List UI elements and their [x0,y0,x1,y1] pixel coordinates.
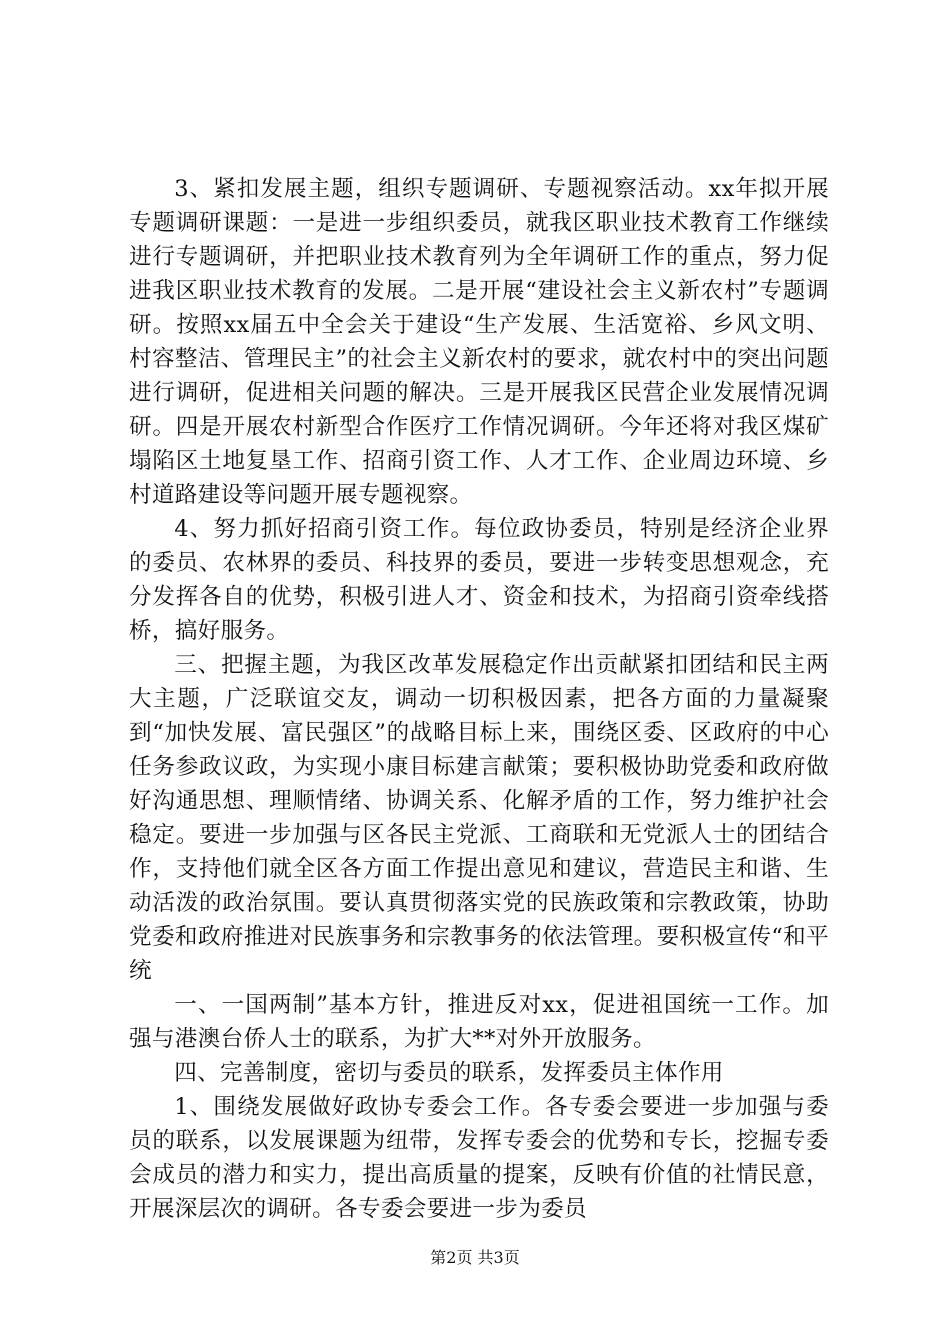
paragraph-improve-system-heading: 四、完善制度，密切与委员的联系，发挥委员主体作用 [174,1060,724,1086]
paragraph-investment: 4、努力抓好招商引资工作。每位政协委员，特别是经济企业界的委员、农林界的委员、科技界的委员，要进一步转变思想观念，充分发挥各自的优势，积极引进人才、资金和技术，为招商引资牵线搭桥，搞好服务。 [129,516,829,644]
page-footer: 第2页 共3页 [430,1248,520,1267]
document-body [129,172,829,1226]
paragraph-one-country-two-systems: 一、一国两制”基本方针，推进反对xx，促进祖国统一工作。加强与港澳台侨人士的联系，为扩大**对外开放服务。 [129,992,829,1052]
paragraph-research-topics: 3、紧扣发展主题，组织专题调研、专题视察活动。xx年拟开展专题调研课题：一是进一步组织委员，就我区职业技术教育工作继续进行专题调研，并把职业技术教育列为全年调研工作的重点，努力促进我区职业技术教育的发展。二是开展“建设社会主义新农村”专题调研。按照xx届五中全会关于建设“生产发展、生活宽裕、乡风文明、村容整洁、管理民主”的社会主义新农村的要求，就农村中的突出问题进行调研，促进相关问题的解决。三是开展我区民营企业发展情况调研。四是开展农村新型合作医疗工作情况调研。今年还将对我区煤矿塌陷区土地复垦工作、招商引资工作、人才工作、企业周边环境、乡村道路建设等问题开展专题视察。 [129,176,829,508]
paragraph-grasp-theme: 三、把握主题，为我区改革发展稳定作出贡献紧扣团结和民主两大主题，广泛联谊交友，调动一切积极因素，把各方面的力量凝聚到“加快发展、富民强区”的战略目标上来，围绕区委、区政府的中心任务参政议政，为实现小康目标建言献策；要积极协助党委和政府做好沟通思想、理顺情绪、协调关系、化解矛盾的工作，努力维护社会稳定。要进一步加强与区各民主党派、工商联和无党派人士的团结合作，支持他们就全区各方面工作提出意见和建议，营造民主和谐、生动活泼的政治氛围。要认真贯彻落实党的民族政策和宗教政策，协助党委和政府推进对民族事务和宗教事务的依法管理。要积极宣传“和平统 [129,652,829,984]
paragraph-special-committees: 1、围绕发展做好政协专委会工作。各专委会要进一步加强与委员的联系，以发展课题为纽带，发挥专委会的优势和专长，挖掘专委会成员的潜力和实力，提出高质量的提案，反映有价值的社情民意，开展深层次的调研。各专委会要进一步为委员 [129,1094,829,1222]
